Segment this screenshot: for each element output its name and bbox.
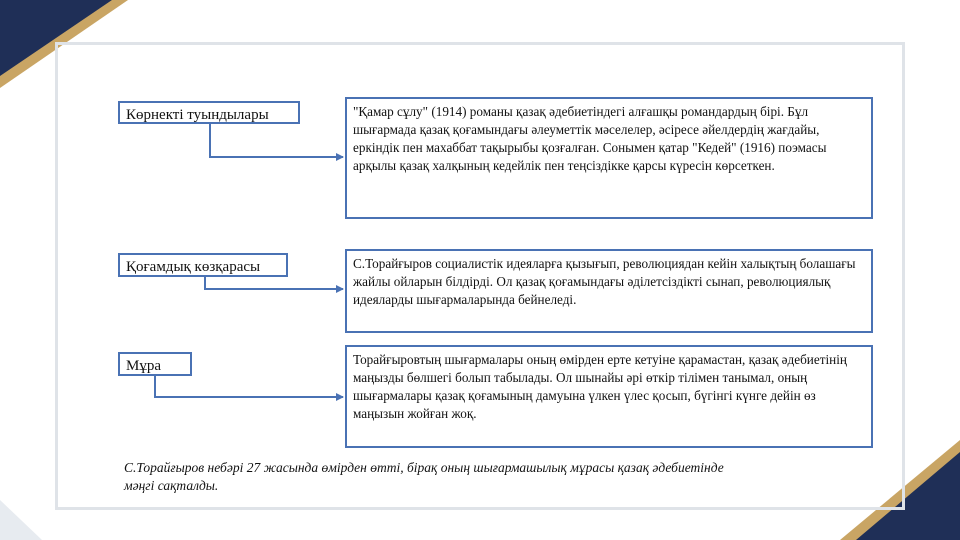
connector-row-3: [155, 375, 343, 397]
footer-note: С.Торайғыров небәрі 27 жасында өмірден өтті, бірақ оның шығармашылық мұрасы қазақ әдебиетінде мәңгі сақталды.: [124, 460, 724, 493]
text-notable-works: "Қамар сұлу" (1914) романы қазақ әдебиетіндегі алғашқы романдардың бірі. Бұл шығармада қазақ қоғамындағы әлеуметтік мәселелер, әсіресе әйелдердің жағдайы, еркіндік пен махаббат тақырыбы қозғалған. Сонымен қатар "Кедей" (1916) поэмасы арқылы қазақ халқының кедейлік пен теңсіздікке қарсы күресін көрсеткен.: [345, 97, 873, 219]
connector-row-1: [210, 123, 343, 157]
text-social-views: С.Торайғыров социалистік идеяларға қызығып, революциядан кейін халықтың болашағы жайлы ойларын білдірді. Ол қазақ қоғамындағы әділетсіздікті сынап, революциялық идеяларды шығармаларында бейнеледі.: [345, 249, 873, 333]
label-legacy: Мұра: [118, 352, 192, 376]
connector-row-2: [205, 276, 343, 289]
label-notable-works: Көрнекті туындылары: [118, 101, 300, 124]
label-social-views: Қоғамдық көзқарасы: [118, 253, 288, 277]
text-legacy: Торайғыровтың шығармалары оның өмірден ерте кетуіне қарамастан, қазақ әдебиетінің маңызды бөлшегі болып табылады. Ол шынайы әрі өткір тілімен танымал, оның шығармалары қазақ қоғамының дамуына үлкен үлес қосып, бүгінгі күнге дейін өз маңызын жойған жоқ.: [345, 345, 873, 448]
